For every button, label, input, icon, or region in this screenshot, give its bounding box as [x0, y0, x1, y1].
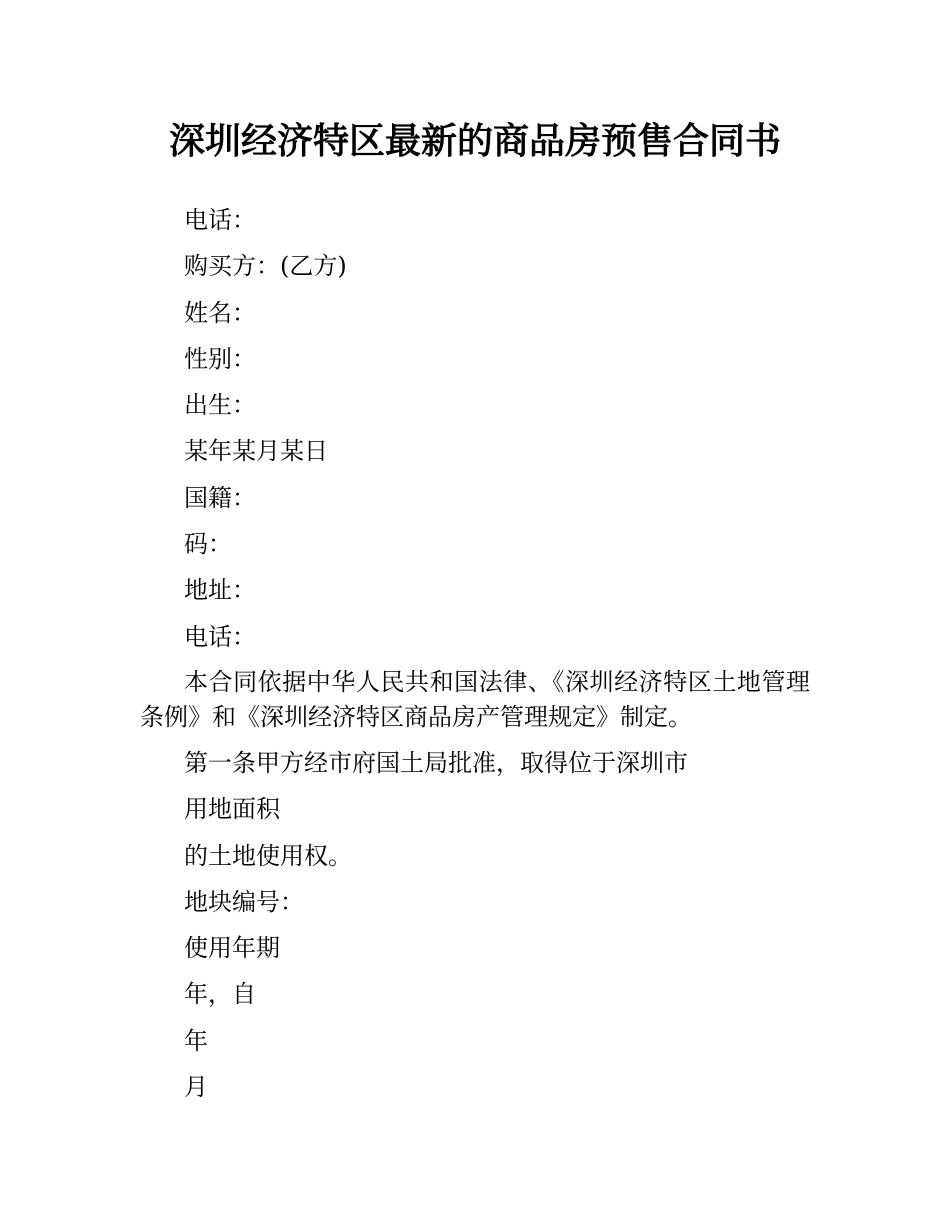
paragraph-seller-phone: 电话： [184, 206, 256, 234]
document-body [140, 197, 810, 1110]
paragraph-name: 姓名： [184, 298, 256, 327]
paragraph-year: 年 [184, 1026, 208, 1055]
paragraph-gender: 性别： [184, 344, 256, 373]
paragraph-year-from: 年，自 [184, 980, 256, 1009]
paragraph-buyer-phone: 电话： [184, 622, 256, 651]
paragraph-use-term: 使用年期 [184, 934, 280, 963]
paragraph-nationality: 国籍： [184, 483, 256, 512]
paragraph-birth-date: 某年某月某日 [184, 437, 328, 466]
paragraph-land-area: 用地面积 [184, 795, 280, 824]
paragraph-parcel-number: 地块编号： [184, 887, 304, 916]
paragraph-address: 地址： [184, 576, 256, 605]
paragraph-month: 月 [184, 1073, 208, 1102]
paragraph-article-one: 第一条甲方经市府国土局批准，取得位于深圳市 [184, 748, 688, 777]
paragraph-id-number: 码： [184, 530, 232, 559]
paragraph-legal-basis: 本合同依据中华人民共和国法律、《深圳经济特区土地管理条例》和《深圳经济特区商品房产管理规定》制定。 [140, 667, 810, 731]
document-title: 深圳经济特区最新的商品房预售合同书 [168, 121, 781, 162]
paragraph-land-use-right: 的土地使用权。 [184, 841, 352, 870]
paragraph-birth: 出生： [184, 391, 256, 420]
paragraph-buyer-heading: 购买方：(乙方) [184, 252, 347, 281]
